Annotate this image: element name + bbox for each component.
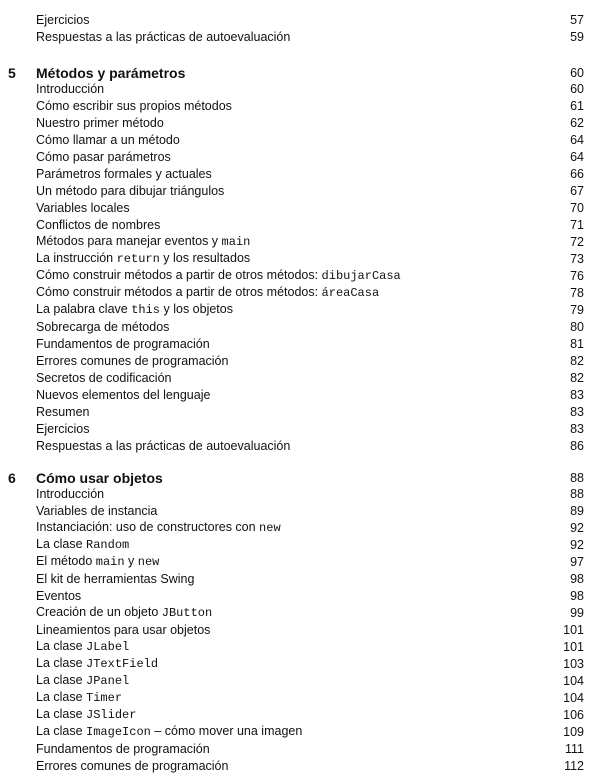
title-text: Métodos y parámetros <box>36 64 186 81</box>
page-number: 73 <box>570 251 584 266</box>
chapter-title <box>36 65 556 81</box>
title-text: La clase <box>36 656 87 670</box>
page-number: 57 <box>570 12 584 27</box>
toc-entry <box>36 233 584 250</box>
page-number: 92 <box>570 537 584 552</box>
entry-title <box>36 572 556 586</box>
title-text: La clase <box>36 707 87 721</box>
code-term: JButton <box>161 606 213 620</box>
title-text: y los objetos <box>160 302 233 316</box>
toc-entry <box>36 437 584 454</box>
title-text: Creación de un objeto <box>36 605 162 619</box>
title-text: Parámetros formales y actuales <box>36 166 212 181</box>
toc-entry <box>36 655 584 672</box>
toc-entry <box>36 97 584 114</box>
title-text: El kit de herramientas Swing <box>36 571 195 586</box>
title-text: Sobrecarga de métodos <box>36 319 170 334</box>
toc-entry <box>36 420 584 437</box>
page-number: 92 <box>570 520 584 535</box>
code-term: this <box>131 303 161 317</box>
page-number: 83 <box>570 387 584 402</box>
page-number: 104 <box>563 690 584 705</box>
page-number: 67 <box>570 183 584 198</box>
page-number: 109 <box>563 724 584 739</box>
toc-entry <box>36 284 584 301</box>
page-number: 86 <box>570 438 584 453</box>
toc-entry <box>36 369 584 386</box>
chapter-title <box>36 470 556 486</box>
page-number: 66 <box>570 166 584 181</box>
page-number: 79 <box>570 302 584 317</box>
title-text: Cómo escribir sus propios métodos <box>36 98 232 113</box>
entry-title <box>36 422 556 436</box>
toc-entry <box>36 536 584 553</box>
toc-entry <box>36 386 584 403</box>
title-text: La palabra clave <box>36 302 132 316</box>
toc-entry <box>36 723 584 740</box>
toc-entry <box>36 199 584 216</box>
toc-entry <box>36 301 584 318</box>
title-text: Conflictos de nombres <box>36 217 161 232</box>
entry-title <box>36 184 556 198</box>
toc-entry <box>36 250 584 267</box>
page-number: 81 <box>570 336 584 351</box>
title-text: La instrucción <box>36 251 117 265</box>
page-number: 101 <box>563 622 584 637</box>
page-number: 88 <box>570 470 584 485</box>
page-number: 64 <box>570 149 584 164</box>
entry-title <box>36 354 556 368</box>
entry-title <box>36 623 556 637</box>
entry-title <box>36 371 556 385</box>
title-text: Nuestro primer método <box>36 115 164 130</box>
entry-title <box>36 504 556 518</box>
code-term: JSlider <box>86 708 137 722</box>
title-text: Secretos de codificación <box>36 370 172 385</box>
toc-entry <box>36 318 584 335</box>
page-number: 72 <box>570 234 584 249</box>
title-text: Cómo llamar a un método <box>36 132 180 147</box>
entry-title <box>36 268 556 283</box>
entry-title <box>36 487 556 501</box>
toc-entry <box>36 553 584 570</box>
chapter-number: 5 <box>8 64 16 81</box>
entry-title <box>36 133 556 147</box>
entry-title <box>36 742 556 756</box>
page-number: 82 <box>570 353 584 368</box>
title-text: Resumen <box>36 404 90 419</box>
title-text: Introducción <box>36 486 105 501</box>
entry-title <box>36 150 556 164</box>
title-text: Variables locales <box>36 200 130 215</box>
page-number: 78 <box>570 285 584 300</box>
toc-entry <box>36 80 584 97</box>
code-term: main <box>221 235 251 249</box>
code-term: new <box>259 521 281 535</box>
title-text: Cómo usar objetos <box>36 469 163 486</box>
toc-entry <box>36 689 584 706</box>
entry-title <box>36 537 556 552</box>
page-number: 80 <box>570 319 584 334</box>
entry-title <box>36 99 556 113</box>
entry-title <box>36 201 556 215</box>
title-text: El método <box>36 554 96 568</box>
code-term: JTextField <box>86 657 159 671</box>
toc-entry <box>36 621 584 638</box>
entry-title <box>36 234 556 249</box>
entry-title <box>36 13 556 27</box>
page-number: 104 <box>563 673 584 688</box>
page-number: 60 <box>570 65 584 80</box>
title-text: Cómo construir métodos a partir de otros métodos: <box>36 285 322 299</box>
toc-entry <box>36 570 584 587</box>
toc-entry <box>36 352 584 369</box>
toc-entry <box>36 114 584 131</box>
entry-title <box>36 82 556 96</box>
title-text: Un método para dibujar triángulos <box>36 183 225 198</box>
code-term: Random <box>86 538 130 552</box>
code-term: ImageIcon <box>86 725 151 739</box>
entry-title <box>36 439 556 453</box>
toc-entry <box>36 519 584 536</box>
title-text: Eventos <box>36 588 82 603</box>
entry-title <box>36 690 556 705</box>
toc-entry <box>36 131 584 148</box>
entry-title <box>36 707 556 722</box>
entry-title <box>36 116 556 130</box>
code-term: main <box>95 555 125 569</box>
page-number: 101 <box>563 639 584 654</box>
title-text: La clase <box>36 673 87 687</box>
toc-entry <box>36 672 584 689</box>
title-text: y <box>124 554 138 568</box>
title-text: Variables de instancia <box>36 503 158 518</box>
title-text: Errores comunes de programación <box>36 353 229 368</box>
toc-entry <box>36 403 584 420</box>
code-term: áreaCasa <box>321 286 380 300</box>
title-text: La clase <box>36 690 87 704</box>
toc-entry <box>36 502 584 519</box>
entry-title <box>36 218 556 232</box>
entry-title <box>36 388 556 402</box>
page-number: 62 <box>570 115 584 130</box>
page-number: 106 <box>563 707 584 722</box>
entry-title <box>36 520 556 535</box>
page-number: 88 <box>570 486 584 501</box>
page-number: 60 <box>570 81 584 96</box>
entry-title <box>36 554 556 569</box>
title-text: La clase <box>36 724 87 738</box>
toc-entry <box>36 587 584 604</box>
toc-entry <box>36 757 584 774</box>
toc-entry <box>36 216 584 233</box>
toc-entry <box>36 485 584 502</box>
toc-entry <box>36 165 584 182</box>
title-text: Introducción <box>36 81 105 96</box>
toc-entry <box>36 706 584 723</box>
code-term: new <box>137 555 160 569</box>
entry-title <box>36 589 556 603</box>
page-number: 83 <box>570 421 584 436</box>
entry-title <box>36 167 556 181</box>
title-text: Nuevos elementos del lenguaje <box>36 387 211 402</box>
page-number: 98 <box>570 588 584 603</box>
toc-entry <box>36 604 584 621</box>
page-number: 71 <box>570 217 584 232</box>
entry-title <box>36 405 556 419</box>
page-number: 97 <box>570 554 584 569</box>
entry-title <box>36 673 556 688</box>
title-text: Respuestas a las prácticas de autoevaluación <box>36 438 291 453</box>
page-number: 112 <box>564 758 584 773</box>
code-term: return <box>116 252 160 266</box>
entry-title <box>36 251 556 266</box>
page-number: 70 <box>570 200 584 215</box>
page-number: 64 <box>570 132 584 147</box>
code-term: Timer <box>86 691 123 705</box>
title-text: Lineamientos para usar objetos <box>36 622 211 637</box>
title-text: Métodos para manejar eventos y <box>36 234 222 248</box>
title-text: Fundamentos de programación <box>36 336 210 351</box>
title-text: Respuestas a las prácticas de autoevaluación <box>36 29 291 44</box>
entry-title <box>36 337 556 351</box>
toc-entry <box>36 182 584 199</box>
page-number: 111 <box>564 741 584 756</box>
toc-entry <box>36 148 584 165</box>
entry-title <box>36 724 556 739</box>
toc-entry <box>36 267 584 284</box>
chapter-number: 6 <box>8 469 16 486</box>
entry-title <box>36 302 556 317</box>
code-term: JLabel <box>86 640 130 654</box>
page-number: 83 <box>570 404 584 419</box>
entry-title <box>36 285 556 300</box>
title-text: La clase <box>36 537 87 551</box>
page-number: 99 <box>570 605 584 620</box>
page-number: 61 <box>570 98 584 113</box>
title-text: Instanciación: uso de constructores con <box>36 520 260 534</box>
page-number: 103 <box>563 656 584 671</box>
entry-title <box>36 605 556 620</box>
entry-title <box>36 639 556 654</box>
page-number: 89 <box>570 503 584 518</box>
page-number: 98 <box>570 571 584 586</box>
toc-entry <box>36 335 584 352</box>
page-number: 59 <box>570 29 584 44</box>
title-text: Cómo pasar parámetros <box>36 149 171 164</box>
toc-entry <box>36 638 584 655</box>
toc-entry <box>36 11 584 28</box>
entry-title <box>36 320 556 334</box>
page-number: 76 <box>570 268 584 283</box>
toc-entry <box>36 28 584 45</box>
title-text: Fundamentos de programación <box>36 741 210 756</box>
title-text: Cómo construir métodos a partir de otros métodos: <box>36 268 322 282</box>
title-text: Ejercicios <box>36 421 90 436</box>
title-text: Ejercicios <box>36 12 90 27</box>
code-term: dibujarCasa <box>321 269 401 283</box>
entry-title <box>36 656 556 671</box>
title-text: Errores comunes de programación <box>36 758 229 773</box>
title-text: La clase <box>36 639 87 653</box>
toc-entry <box>36 740 584 757</box>
entry-title <box>36 30 556 44</box>
entry-title <box>36 759 556 773</box>
page-number: 82 <box>570 370 584 385</box>
title-text: y los resultados <box>159 251 251 265</box>
code-term: JPanel <box>86 674 130 688</box>
title-text: – cómo mover una imagen <box>150 724 303 738</box>
